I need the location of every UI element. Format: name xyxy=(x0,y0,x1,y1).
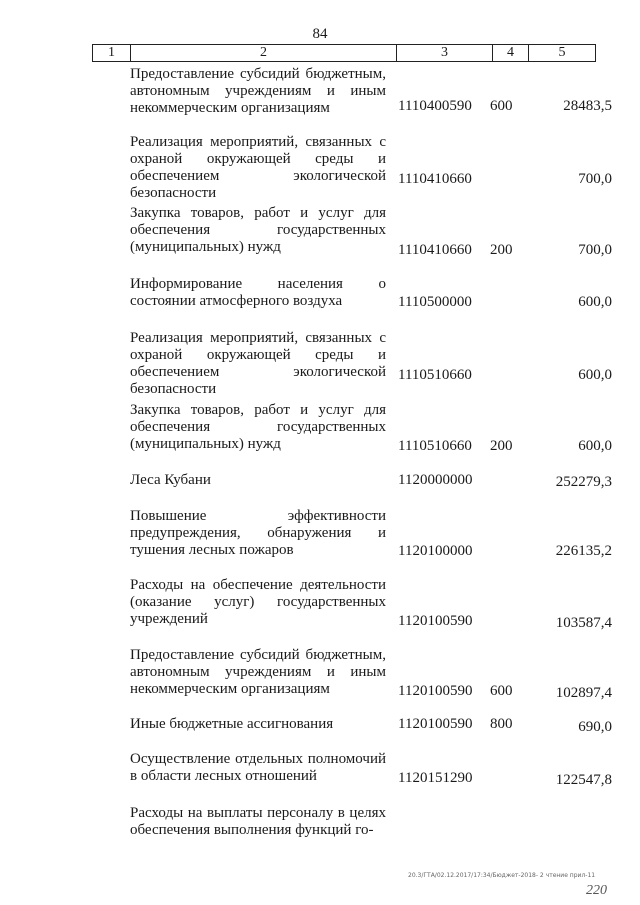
row-description: Повышение эффективности предупреждения, обнаружения и тушения лесных пожаров xyxy=(130,508,386,558)
row-description: Закупка товаров, работ и услуг для обеспечения государственных (муниципальных) нужд xyxy=(130,402,386,452)
row-description: Информирование населения о состоянии атмосферного воздуха xyxy=(130,276,386,309)
row-amount: 122547,8 xyxy=(555,772,612,788)
row-code: 1110410660 xyxy=(398,171,472,187)
row-amount: 28483,5 xyxy=(563,98,612,114)
row-expense-type: 600 xyxy=(490,683,513,699)
row-code: 1110400590 xyxy=(398,98,472,114)
row-expense-type: 200 xyxy=(490,242,513,258)
column-header-3: 3 xyxy=(397,45,493,61)
column-header-2: 2 xyxy=(131,45,397,61)
row-description: Расходы на выплаты персоналу в целях обеспечения выполнения функций го- xyxy=(130,805,386,838)
row-code: 1120100590 xyxy=(398,716,473,732)
row-code: 1120151290 xyxy=(398,770,473,786)
column-header-row xyxy=(92,44,596,62)
row-description: Реализация мероприятий, связанных с охраной окружающей среды и обеспечением экологической безопасности xyxy=(130,330,386,397)
row-code: 1110510660 xyxy=(398,367,472,383)
row-description: Расходы на обеспечение деятельности (оказание услуг) государственных учреждений xyxy=(130,577,386,627)
row-expense-type: 200 xyxy=(490,438,513,454)
column-header-4: 4 xyxy=(493,45,529,61)
row-code: 1120100590 xyxy=(398,683,473,699)
row-code: 1110500000 xyxy=(398,294,472,310)
row-amount: 103587,4 xyxy=(555,615,612,631)
row-amount: 600,0 xyxy=(578,294,612,310)
row-expense-type: 600 xyxy=(490,98,513,114)
row-amount: 600,0 xyxy=(578,438,612,454)
row-code: 1110510660 xyxy=(398,438,472,454)
row-description: Реализация мероприятий, связанных с охраной окружающей среды и обеспечением экологической безопасности xyxy=(130,134,386,201)
column-header-5: 5 xyxy=(558,45,566,60)
row-amount: 690,0 xyxy=(578,719,612,735)
row-expense-type: 800 xyxy=(490,716,513,732)
row-description: Леса Кубани xyxy=(130,472,211,488)
handwritten-page-number: 220 xyxy=(586,883,607,898)
row-description: Предоставление субсидий бюджетным, автономным учреждениям и иным некоммерческим организациям xyxy=(130,66,386,116)
row-code: 1120100000 xyxy=(398,543,473,559)
row-code: 1120000000 xyxy=(398,472,473,488)
row-code: 1120100590 xyxy=(398,613,473,629)
row-amount: 102897,4 xyxy=(555,685,612,701)
row-description: Иные бюджетные ассигнования xyxy=(130,716,334,732)
row-description: Закупка товаров, работ и услуг для обеспечения государственных (муниципальных) нужд xyxy=(130,205,386,255)
page-number: 84 xyxy=(312,26,328,42)
row-description: Осуществление отдельных полномочий в области лесных отношений xyxy=(130,751,386,784)
footer-stamp: 20.3/ГТА/02.12.2017/17:34/Бюджет-2018- 2 чтение прил-11 xyxy=(408,872,596,879)
row-amount: 226135,2 xyxy=(555,543,612,559)
row-amount: 700,0 xyxy=(578,242,612,258)
row-amount: 700,0 xyxy=(578,171,612,187)
row-amount: 600,0 xyxy=(578,367,612,383)
row-code: 1110410660 xyxy=(398,242,472,258)
row-description: Предоставление субсидий бюджетным, автономным учреждениям и иным некоммерческим организациям xyxy=(130,647,386,697)
row-amount: 252279,3 xyxy=(555,474,612,490)
column-header-1: 1 xyxy=(93,45,131,61)
